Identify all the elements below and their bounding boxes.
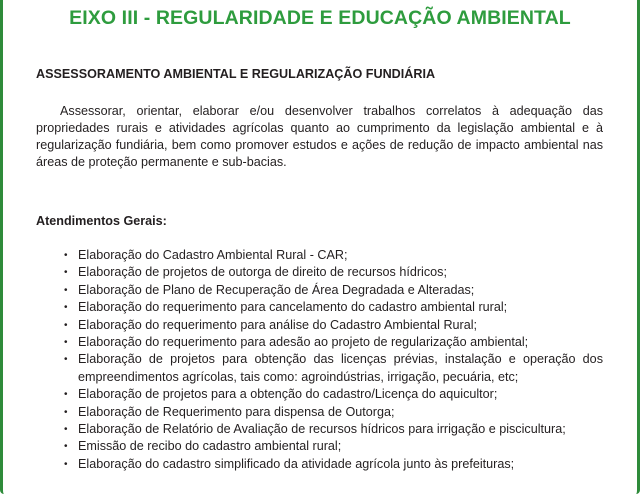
list-item: • Elaboração de Relatório de Avaliação de recursos hídricos para irrigação e piscicultura;: [64, 421, 603, 438]
list-item: • Elaboração de projetos para obtenção das licenças prévias, instalação e operação dos empreendimentos agrícolas, tais como: agroindústrias, irrigação, pecuária, etc;: [64, 351, 603, 386]
list-item: • Emissão de recibo do cadastro ambiental rural;: [64, 438, 603, 455]
services-list: [64, 247, 603, 473]
list-item: • Elaboração de projetos de outorga de direito de recursos hídricos;: [64, 264, 603, 281]
page-title: EIXO III - REGULARIDADE E EDUCAÇÃO AMBIENTAL: [69, 7, 571, 29]
list-item: • Elaboração do Cadastro Ambiental Rural - CAR;: [64, 247, 603, 264]
list-item: • Elaboração de Plano de Recuperação de Área Degradada e Alteradas;: [64, 282, 603, 299]
list-item: • Elaboração do cadastro simplificado da atividade agrícola junto às prefeituras;: [64, 456, 603, 473]
list-heading: Atendimentos Gerais:: [36, 214, 167, 228]
list-item: • Elaboração do requerimento para cancelamento do cadastro ambiental rural;: [64, 299, 603, 316]
intro-paragraph: Assessorar, orientar, elaborar e/ou desenvolver trabalhos correlatos à adequação das propriedades rurais e atividades agrícolas quanto ao cumprimento da legislação ambiental e à regularização fundiária, bem como promover estudos e ações de redução de impacto ambiental nas áreas de proteção permanente e sub-bacias.: [36, 104, 603, 169]
list-item: • Elaboração de Requerimento para dispensa de Outorga;: [64, 404, 603, 421]
section-heading: ASSESSORAMENTO AMBIENTAL E REGULARIZAÇÃO FUNDIÁRIA: [36, 67, 436, 81]
list-item: • Elaboração de projetos para a obtenção do cadastro/Licença do aquicultor;: [64, 386, 603, 403]
list-item: • Elaboração do requerimento para adesão ao projeto de regularização ambiental;: [64, 334, 603, 351]
list-item: • Elaboração do requerimento para análise do Cadastro Ambiental Rural;: [64, 317, 603, 334]
